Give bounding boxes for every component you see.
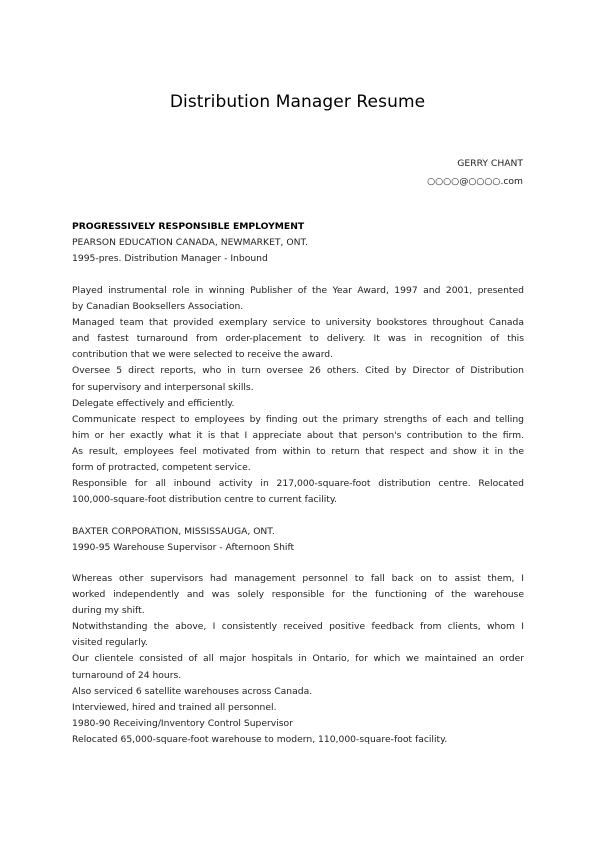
job2-line: turnaround of 24 hours.	[72, 669, 182, 681]
job2-line: Our clientele consisted of all major hospitals in Ontario, for which we maintained an order	[72, 653, 524, 665]
job1-line: for supervisory and interpersonal skills.	[72, 381, 254, 393]
job1-header	[72, 219, 524, 267]
job1-position: 1995-pres. Distribution Manager - Inbound	[72, 253, 268, 265]
job1-line: 100,000-square-foot distribution centre to current facility.	[72, 494, 337, 506]
job2-description	[72, 571, 524, 748]
section-heading: PROGRESSIVELY RESPONSIBLE EMPLOYMENT	[72, 221, 305, 232]
job2-header	[72, 524, 524, 556]
job1-line: Responsible for all inbound activity in 217,000-square-foot distribution centre. Relocated	[72, 478, 524, 490]
job1-line: him or her exactly what it is that I appreciate about that person's contribution to the firm.	[72, 429, 524, 441]
document-title: Distribution Manager Resume	[169, 92, 426, 112]
job1-line: Delegate effectively and efficiently.	[72, 397, 235, 409]
job2-position: 1990-95 Warehouse Supervisor - Afternoon Shift	[72, 542, 295, 554]
author-name: GERRY CHANT	[457, 158, 523, 169]
job1-line: and fastest turnaround from order-placement to delivery. It was in recognition of this	[72, 333, 524, 345]
job2-line: Also serviced 6 satellite warehouses across Canada.	[72, 685, 313, 697]
job2-line: during my shift.	[72, 605, 145, 617]
job1-description	[72, 283, 524, 508]
job2-line: 1980-90 Receiving/Inventory Control Supervisor	[72, 717, 293, 729]
job1-line: Communicate respect to employees by finding out the primary strengths of each and telling	[72, 413, 524, 425]
job1-line: Managed team that provided exemplary service to university bookstores throughout Canada	[72, 317, 524, 329]
job1-line: by Canadian Booksellers Association.	[72, 301, 244, 313]
job2-line: Notwithstanding the above, I consistently received positive feedback from clients, whom I	[72, 621, 524, 633]
job2-line: Interviewed, hired and trained all personnel.	[72, 701, 277, 713]
job1-line: contribution that we were selected to receive the award.	[72, 349, 334, 361]
job2-line: Relocated 65,000-square-foot warehouse to modern, 110,000-square-foot facility.	[72, 733, 448, 745]
job1-line: form of protracted, competent service.	[72, 462, 251, 474]
author-email: ○○○○@○○○○.com	[427, 176, 523, 187]
job2-line: visited regularly.	[72, 637, 148, 649]
job2-company: BAXTER CORPORATION, MISSISSAUGA, ONT.	[72, 526, 275, 537]
job2-line: Whereas other supervisors had management personnel to fall back on to assist them, I	[72, 573, 524, 584]
job1-line: Oversee 5 direct reports, who in turn oversee 26 others. Cited by Director of Distribution	[72, 365, 524, 377]
job1-company: PEARSON EDUCATION CANADA, NEWMARKET, ONT.	[72, 237, 308, 249]
job1-line: Played instrumental role in winning Publisher of the Year Award, 1997 and 2001, presented	[72, 285, 524, 296]
job2-line: worked independently and was solely responsible for the functioning of the warehouse	[72, 589, 524, 601]
job1-line: As result, employees feel motivated from within to return that respect and show it in the	[72, 445, 524, 457]
